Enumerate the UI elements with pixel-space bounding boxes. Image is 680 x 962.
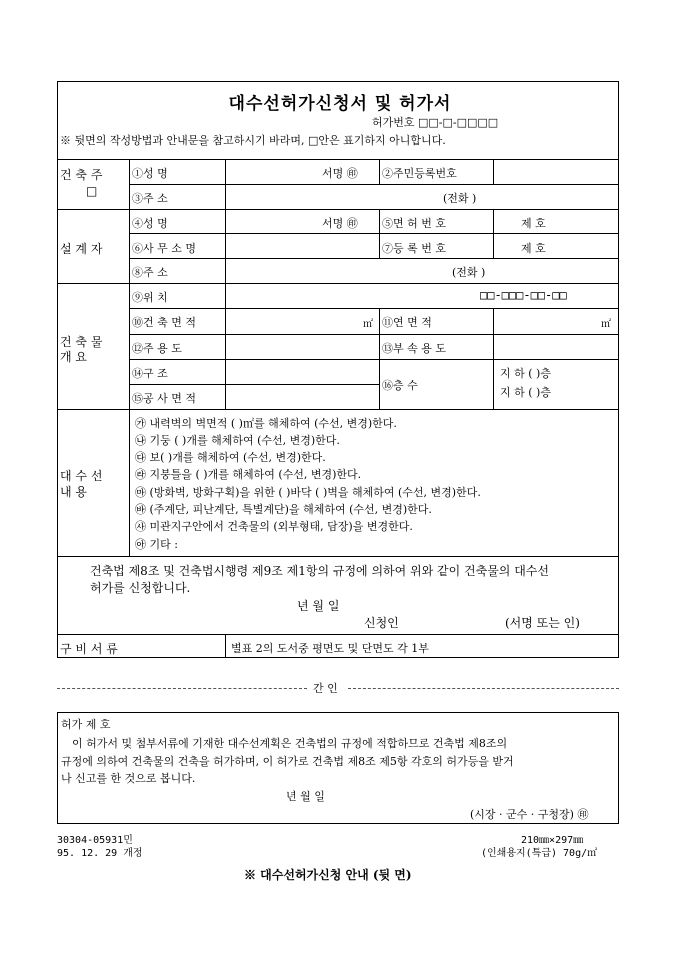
permit-no: 허가 제 호 xyxy=(61,718,111,731)
repair-item: ㉮ 내력벽의 벽면적 ( )㎡를 해체하여 (수선, 변경)한다. xyxy=(135,417,397,430)
rule xyxy=(129,258,619,259)
floors-value-2: 지 하 ( )층 xyxy=(500,386,551,399)
floor-area-unit: ㎡ xyxy=(601,319,611,330)
repair-item: ㉵ 기타 : xyxy=(135,538,178,551)
form-title: 대수선허가신청서 및 허가서 xyxy=(228,94,452,114)
building-section-label-2: 개 요 xyxy=(60,350,87,364)
designer-phone: (전화 ) xyxy=(452,266,486,279)
form-note: ※ 뒷면의 작성방법과 안내문을 참고하시기 바라며, □안은 표기하지 아니합니다. xyxy=(60,134,446,147)
repair-item: ㉰ 보( )개를 해체하여 (수선, 변경)한다. xyxy=(135,451,326,464)
rule xyxy=(129,409,130,556)
structure-label: ⑭구 조 xyxy=(132,367,168,380)
owner-sign: 서명 ㊞ xyxy=(322,167,358,180)
applicant-label: 신청인 xyxy=(364,616,399,630)
paper-type: (인쇄용지(특급) 70g/㎡ xyxy=(481,848,598,859)
designer-section-label: 설 계 자 xyxy=(60,242,103,256)
permit-text-3: 나 신고를 한 것으로 봅니다. xyxy=(61,772,196,785)
rule xyxy=(129,159,130,409)
repair-item: ㉳ (주계단, 피난계단, 특별계단)을 해체하여 (수선, 변경)한다. xyxy=(135,503,432,516)
form-code: 30304-05931민 xyxy=(57,835,133,846)
declaration-line-1: 건축법 제8조 및 건축법시행령 제9조 제1항의 규정에 의하여 위와 같이 건축물의 대수선 xyxy=(90,564,549,578)
rule xyxy=(57,159,619,160)
building-section-label-1: 건 축 물 xyxy=(60,335,103,349)
owner-section-label: 건 축 주 xyxy=(60,168,103,182)
rule xyxy=(129,334,619,335)
building-area-label: ⑩건 축 면 적 xyxy=(132,316,196,329)
designer-office-label: ⑥사 무 소 명 xyxy=(132,242,196,255)
rule xyxy=(379,308,380,409)
rule xyxy=(57,409,619,410)
sub-use-label: ⑬부 속 용 도 xyxy=(382,342,446,355)
building-area-unit: ㎡ xyxy=(363,319,373,330)
designer-address-label: ⑧주 소 xyxy=(132,266,168,279)
rule xyxy=(225,634,226,658)
location-label: ⑨위 치 xyxy=(132,291,168,304)
floors-value-1: 지 하 ( )층 xyxy=(500,367,551,380)
repair-item: ㉱ 지붕틀을 ( )개를 해체하여 (수선, 변경)한다. xyxy=(135,468,362,481)
floors-label: ⑯층 수 xyxy=(382,379,418,392)
owner-name-label: ①성 명 xyxy=(132,167,168,180)
permit-authority: (시장 · 군수 · 구청장) ㊞ xyxy=(470,808,589,821)
designer-reg-value: 제 호 xyxy=(521,242,546,255)
documents-label: 구 비 서 류 xyxy=(60,642,118,656)
rule xyxy=(129,308,619,309)
rule xyxy=(379,159,380,184)
cut-label: 간 인 xyxy=(313,682,338,695)
repair-item: ㉴ 미관지구안에서 건축물의 (외부형태, 담장)을 변경한다. xyxy=(135,520,413,533)
rule xyxy=(129,384,379,385)
permit-text-2: 규정에 의하여 건축물의 건축을 허가하며, 이 허가로 건축법 제8조 제5항 각호의 허가등을 받거 xyxy=(61,755,514,768)
rule xyxy=(129,233,619,234)
main-use-label: ⑫주 용 도 xyxy=(132,342,182,355)
repair-section-label-1: 대 수 선 xyxy=(60,469,103,483)
documents-value: 별표 2의 도서중 평면도 및 단면도 각 1부 xyxy=(231,642,429,655)
owner-rrn-label: ②주민등록번호 xyxy=(382,167,457,180)
permit-text-1: 이 허가서 및 첨부서류에 기재한 대수선계획은 건축법의 규정에 적합하므로 건축법 제8조의 xyxy=(72,737,508,750)
guide-title: ※ 대수선허가신청 안내 (뒷 면) xyxy=(244,868,412,882)
designer-license-label: ⑤면 허 번 호 xyxy=(382,217,446,230)
floor-area-label: ⑪연 면 적 xyxy=(382,316,432,329)
work-area-label: ⑮공 사 면 적 xyxy=(132,392,196,405)
repair-section-label-2: 내 용 xyxy=(60,485,87,499)
permit-number: 허가번호 □□-□-□□□□ xyxy=(372,116,499,129)
rule xyxy=(57,209,619,210)
cut-line-left xyxy=(57,688,307,689)
rule xyxy=(493,209,494,258)
designer-reg-label: ⑦등 록 번 호 xyxy=(382,242,446,255)
rule xyxy=(493,159,494,184)
repair-item: ㉯ 기둥 ( )개를 해체하여 (수선, 변경)한다. xyxy=(135,434,340,447)
rule xyxy=(129,359,619,360)
location-code: □□-□□□-□□-□□ xyxy=(480,288,567,302)
repair-item: ㉲ (방화벽, 방화구획)을 위한 ( )바닥 ( )벽을 해체하여 (수선, 변경)한다. xyxy=(135,486,481,499)
applicant-sign: (서명 또는 인) xyxy=(505,616,580,630)
owner-address-label: ③주 소 xyxy=(132,192,168,205)
rule xyxy=(379,209,380,258)
declaration-line-2: 허가를 신청합니다. xyxy=(90,581,191,595)
revision-date: 95. 12. 29 개정 xyxy=(57,848,143,859)
designer-license-value: 제 호 xyxy=(521,217,546,230)
cut-line-right xyxy=(348,688,619,689)
rule xyxy=(57,556,619,557)
rule xyxy=(225,159,226,409)
rule xyxy=(129,184,619,185)
designer-sign: 서명 ㊞ xyxy=(322,217,358,230)
permit-date: 년 월 일 xyxy=(286,790,325,803)
declaration-date: 년 월 일 xyxy=(297,599,340,613)
paper-size: 210㎜×297㎜ xyxy=(521,835,584,846)
designer-name-label: ④성 명 xyxy=(132,217,168,230)
owner-checkbox[interactable]: □ xyxy=(86,184,98,198)
rule xyxy=(57,283,619,284)
owner-phone: (전화 ) xyxy=(443,192,477,205)
rule xyxy=(493,308,494,409)
rule xyxy=(57,634,619,635)
